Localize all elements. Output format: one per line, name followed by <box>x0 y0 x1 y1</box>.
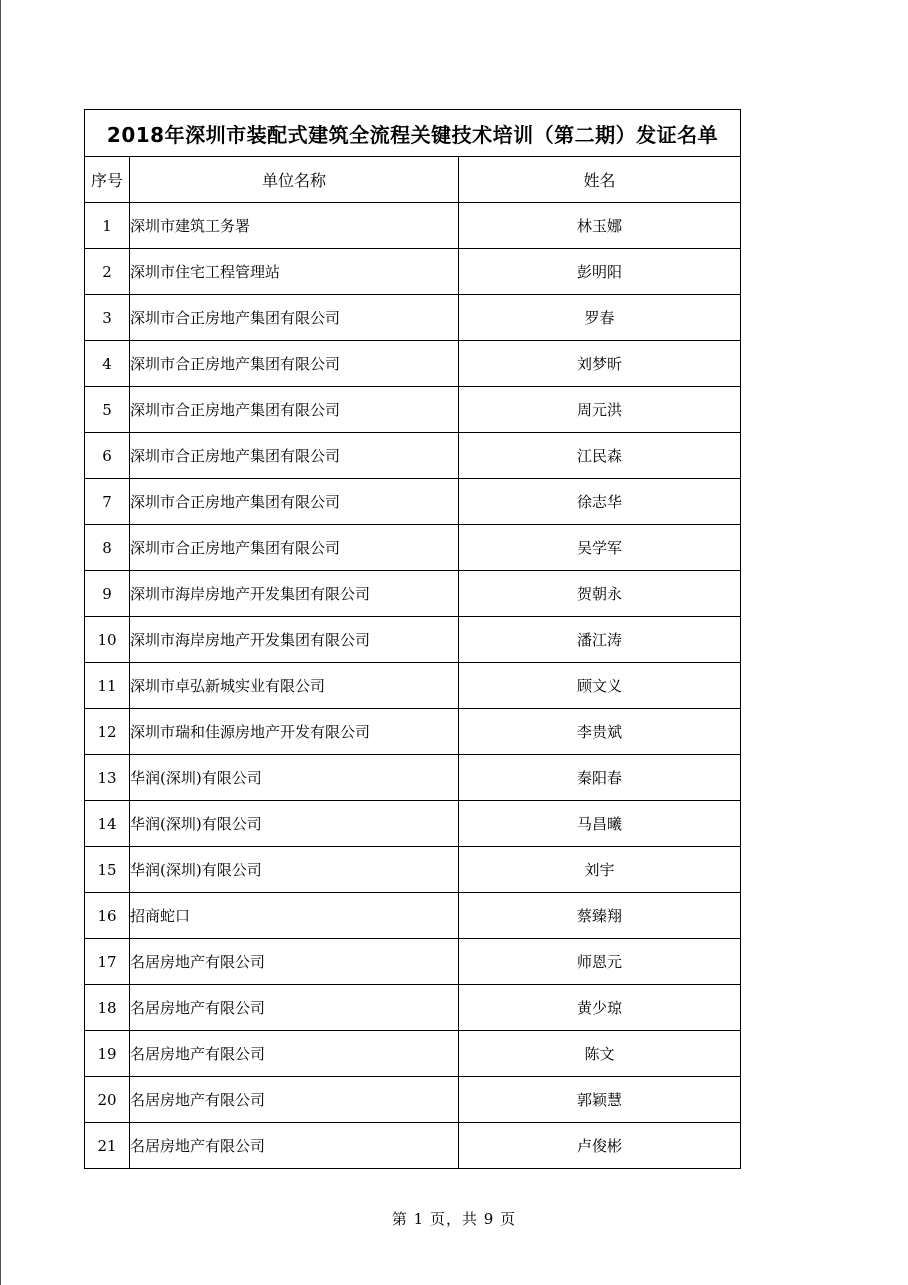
row-organization: 华润(深圳)有限公司 <box>130 755 459 801</box>
row-organization: 名居房地产有限公司 <box>130 1077 459 1123</box>
row-name: 江民森 <box>459 433 741 479</box>
table-continuation-gap <box>84 1169 740 1171</box>
row-index: 19 <box>85 1031 130 1077</box>
row-name: 马昌曦 <box>459 801 741 847</box>
table-row <box>85 939 741 985</box>
row-index: 17 <box>85 939 130 985</box>
row-index: 10 <box>85 617 130 663</box>
column-header-name: 姓名 <box>459 157 741 203</box>
table-row <box>85 801 741 847</box>
row-name: 蔡臻翔 <box>459 893 741 939</box>
row-organization: 深圳市合正房地产集团有限公司 <box>130 341 459 387</box>
column-header-organization: 单位名称 <box>130 157 459 203</box>
row-index: 2 <box>85 249 130 295</box>
row-name: 贺朝永 <box>459 571 741 617</box>
row-index: 11 <box>85 663 130 709</box>
row-organization: 深圳市海岸房地产开发集团有限公司 <box>130 617 459 663</box>
table-row <box>85 249 741 295</box>
row-organization: 深圳市海岸房地产开发集团有限公司 <box>130 571 459 617</box>
row-name: 刘宇 <box>459 847 741 893</box>
table-row <box>85 341 741 387</box>
row-index: 20 <box>85 1077 130 1123</box>
row-organization: 名居房地产有限公司 <box>130 1123 459 1169</box>
table-row <box>85 295 741 341</box>
row-index: 1 <box>85 203 130 249</box>
table-row <box>85 709 741 755</box>
column-header-index: 序号 <box>85 157 130 203</box>
row-organization: 深圳市住宅工程管理站 <box>130 249 459 295</box>
table-row <box>85 1123 741 1169</box>
roster-body <box>85 203 741 1169</box>
row-organization: 深圳市合正房地产集团有限公司 <box>130 387 459 433</box>
row-organization: 名居房地产有限公司 <box>130 1031 459 1077</box>
row-name: 徐志华 <box>459 479 741 525</box>
row-organization: 名居房地产有限公司 <box>130 985 459 1031</box>
row-name: 秦阳春 <box>459 755 741 801</box>
row-organization: 深圳市瑞和佳源房地产开发有限公司 <box>130 709 459 755</box>
row-index: 15 <box>85 847 130 893</box>
row-name: 郭颖慧 <box>459 1077 741 1123</box>
row-index: 5 <box>85 387 130 433</box>
row-index: 3 <box>85 295 130 341</box>
page-left-edge <box>0 0 1 1285</box>
document-title: 2018年深圳市装配式建筑全流程关键技术培训（第二期）发证名单 <box>85 110 741 157</box>
table-row <box>85 1077 741 1123</box>
page-number: 第 1 页，共 9 页 <box>391 1210 517 1228</box>
row-index: 21 <box>85 1123 130 1169</box>
row-name: 吴学军 <box>459 525 741 571</box>
row-organization: 华润(深圳)有限公司 <box>130 801 459 847</box>
row-organization: 深圳市建筑工务署 <box>130 203 459 249</box>
table-row <box>85 985 741 1031</box>
row-index: 13 <box>85 755 130 801</box>
row-name: 罗春 <box>459 295 741 341</box>
row-organization: 深圳市合正房地产集团有限公司 <box>130 433 459 479</box>
table-row <box>85 387 741 433</box>
row-index: 16 <box>85 893 130 939</box>
row-name: 周元洪 <box>459 387 741 433</box>
table-row <box>85 893 741 939</box>
header-row <box>85 157 741 203</box>
table-row <box>85 847 741 893</box>
table-row <box>85 617 741 663</box>
row-index: 18 <box>85 985 130 1031</box>
row-index: 4 <box>85 341 130 387</box>
row-name: 潘江涛 <box>459 617 741 663</box>
row-name: 陈文 <box>459 1031 741 1077</box>
row-organization: 名居房地产有限公司 <box>130 939 459 985</box>
row-name: 林玉娜 <box>459 203 741 249</box>
table-row <box>85 571 741 617</box>
table-row <box>85 1031 741 1077</box>
row-name: 卢俊彬 <box>459 1123 741 1169</box>
row-index: 8 <box>85 525 130 571</box>
row-organization: 招商蛇口 <box>130 893 459 939</box>
row-organization: 深圳市卓弘新城实业有限公司 <box>130 663 459 709</box>
row-index: 9 <box>85 571 130 617</box>
table-row <box>85 663 741 709</box>
row-index: 7 <box>85 479 130 525</box>
row-index: 6 <box>85 433 130 479</box>
row-name: 刘梦昕 <box>459 341 741 387</box>
row-name: 顾文义 <box>459 663 741 709</box>
row-index: 14 <box>85 801 130 847</box>
table-row <box>85 433 741 479</box>
row-name: 彭明阳 <box>459 249 741 295</box>
table-row <box>85 479 741 525</box>
row-name: 李贵斌 <box>459 709 741 755</box>
row-name: 黄少琼 <box>459 985 741 1031</box>
table-row <box>85 203 741 249</box>
table-row <box>85 525 741 571</box>
row-organization: 深圳市合正房地产集团有限公司 <box>130 295 459 341</box>
row-organization: 华润(深圳)有限公司 <box>130 847 459 893</box>
row-organization: 深圳市合正房地产集团有限公司 <box>130 479 459 525</box>
certificate-roster-table <box>84 109 741 1169</box>
title-row <box>85 110 741 157</box>
row-index: 12 <box>85 709 130 755</box>
table-row <box>85 755 741 801</box>
row-organization: 深圳市合正房地产集团有限公司 <box>130 525 459 571</box>
row-name: 师恩元 <box>459 939 741 985</box>
